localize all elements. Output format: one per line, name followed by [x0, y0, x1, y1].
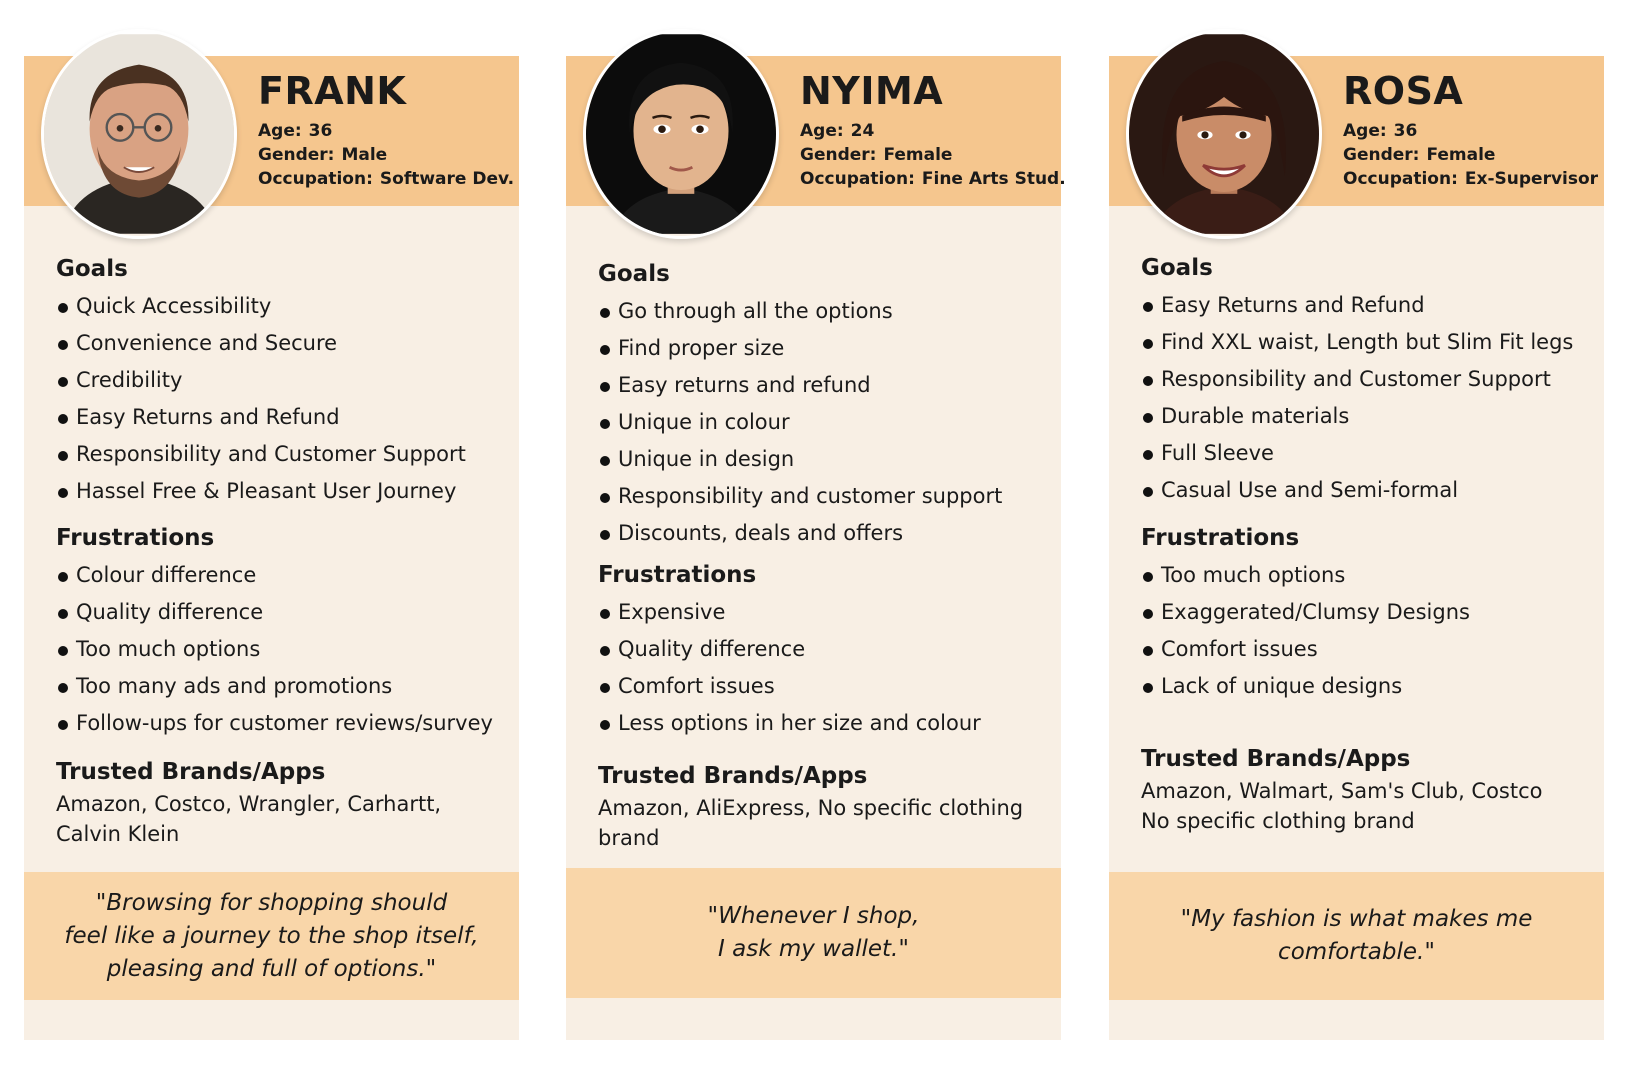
persona-quote: "Whenever I shop, I ask my wallet." [707, 903, 920, 962]
persona-occupation [800, 168, 1066, 190]
avatar [583, 29, 779, 239]
list-item: Quality difference [598, 631, 1041, 668]
gender-label: Gender: [1343, 145, 1420, 165]
list-item: Expensive [598, 594, 1041, 631]
trusted-brands-text: Amazon, AliExpress, No specific clothing brand [598, 796, 1024, 850]
persona-name: FRANK [258, 69, 407, 113]
age-label: Age: [800, 121, 844, 141]
frustrations-section [598, 560, 1041, 742]
goals-list [56, 288, 499, 510]
list-item: Easy Returns and Refund [56, 399, 499, 436]
list-item: Easy returns and refund [598, 367, 1041, 404]
age-value: 24 [850, 121, 875, 141]
list-item: Less options in her size and colour [598, 705, 1041, 742]
persona-gender [1343, 144, 1495, 166]
list-item: Full Sleeve [1141, 435, 1584, 472]
list-item: Credibility [56, 362, 499, 399]
goals-title: Goals [1141, 255, 1213, 281]
list-item: Too many ads and promotions [56, 668, 499, 705]
trusted-brands-title: Trusted Brands/Apps [598, 763, 868, 789]
trusted-brands-section [598, 761, 1041, 853]
trusted-brands-title: Trusted Brands/Apps [56, 759, 326, 785]
gender-value: Female [883, 145, 953, 165]
list-item: Find XXL waist, Length but Slim Fit legs [1141, 324, 1584, 361]
frustrations-section [56, 523, 499, 742]
frustrations-list [598, 594, 1041, 742]
list-item: Go through all the options [598, 293, 1041, 330]
frustrations-list [1141, 557, 1584, 705]
avatar [41, 29, 237, 239]
gender-value: Female [1426, 145, 1496, 165]
persona-gender [258, 144, 387, 166]
list-item: Quality difference [56, 594, 499, 631]
occupation-value: Software Dev. [379, 169, 515, 189]
age-label: Age: [1343, 121, 1387, 141]
age-value: 36 [1393, 121, 1418, 141]
goals-list [598, 293, 1041, 552]
quote-box [24, 872, 519, 1000]
list-item: Discounts, deals and offers [598, 515, 1041, 552]
persona-card-nyima [566, 56, 1066, 1040]
goals-title: Goals [56, 256, 128, 282]
age-value: 36 [308, 121, 333, 141]
list-item: Find proper size [598, 330, 1041, 367]
gender-value: Male [341, 145, 388, 165]
goals-section [598, 259, 1041, 552]
list-item: Comfort issues [598, 668, 1041, 705]
list-item: Colour difference [56, 557, 499, 594]
age-label: Age: [258, 121, 302, 141]
list-item: Unique in colour [598, 404, 1041, 441]
persona-header [1109, 56, 1604, 206]
occupation-value: Fine Arts Stud. [921, 169, 1066, 189]
persona-header [24, 56, 519, 206]
list-item: Unique in design [598, 441, 1041, 478]
occupation-label: Occupation: [1343, 169, 1458, 189]
avatar [1126, 29, 1322, 239]
list-item: Quick Accessibility [56, 288, 499, 325]
persona-card-frank [24, 56, 519, 1040]
occupation-value: Ex-Supervisor [1464, 169, 1599, 189]
list-item: Hassel Free & Pleasant User Journey [56, 473, 499, 510]
trusted-brands-section [1141, 744, 1584, 836]
frustrations-title: Frustrations [598, 562, 757, 588]
persona-card-rosa [1109, 56, 1604, 1040]
list-item: Responsibility and Customer Support [56, 436, 499, 473]
frustrations-title: Frustrations [56, 525, 215, 551]
persona-age [258, 120, 332, 142]
persona-name: NYIMA [800, 69, 944, 113]
list-item: Comfort issues [1141, 631, 1584, 668]
list-item: Easy Returns and Refund [1141, 287, 1584, 324]
goals-list [1141, 287, 1584, 509]
quote-box [1109, 872, 1604, 1000]
list-item: Lack of unique designs [1141, 668, 1584, 705]
frustrations-title: Frustrations [1141, 525, 1300, 551]
list-item: Exaggerated/Clumsy Designs [1141, 594, 1584, 631]
list-item: Convenience and Secure [56, 325, 499, 362]
goals-title: Goals [598, 261, 670, 287]
gender-label: Gender: [258, 145, 335, 165]
persona-age [800, 120, 874, 142]
persona-age [1343, 120, 1417, 142]
persona-gender [800, 144, 952, 166]
persona-occupation [258, 168, 514, 190]
trusted-brands-text: Amazon, Walmart, Sam's Club, Costco No specific clothing brand [1141, 779, 1543, 833]
list-item: Durable materials [1141, 398, 1584, 435]
goals-section [56, 254, 499, 510]
list-item: Follow-ups for customer reviews/survey [56, 705, 499, 742]
persona-header [566, 56, 1066, 206]
persona-quote: "Browsing for shopping should feel like a journey to the shop itself, pleasing and full of options." [64, 889, 479, 982]
list-item: Casual Use and Semi-formal [1141, 472, 1584, 509]
occupation-label: Occupation: [800, 169, 915, 189]
trusted-brands-text: Amazon, Costco, Wrangler, Carhartt, Calvin Klein [56, 792, 442, 846]
nyima-portrait-photo [586, 32, 776, 236]
quote-box [566, 868, 1061, 998]
frustrations-section [1141, 523, 1584, 705]
list-item: Responsibility and customer support [598, 478, 1041, 515]
occupation-label: Occupation: [258, 169, 373, 189]
list-item: Too much options [1141, 557, 1584, 594]
list-item: Responsibility and Customer Support [1141, 361, 1584, 398]
list-item: Too much options [56, 631, 499, 668]
gender-label: Gender: [800, 145, 877, 165]
persona-quote: "My fashion is what makes me comfortable." [1180, 906, 1533, 965]
trusted-brands-section [56, 757, 499, 849]
persona-occupation [1343, 168, 1598, 190]
rosa-portrait-photo [1129, 32, 1319, 236]
frustrations-list [56, 557, 499, 742]
trusted-brands-title: Trusted Brands/Apps [1141, 746, 1411, 772]
frank-portrait-photo [44, 32, 234, 236]
persona-name: ROSA [1343, 69, 1464, 113]
goals-section [1141, 253, 1584, 509]
